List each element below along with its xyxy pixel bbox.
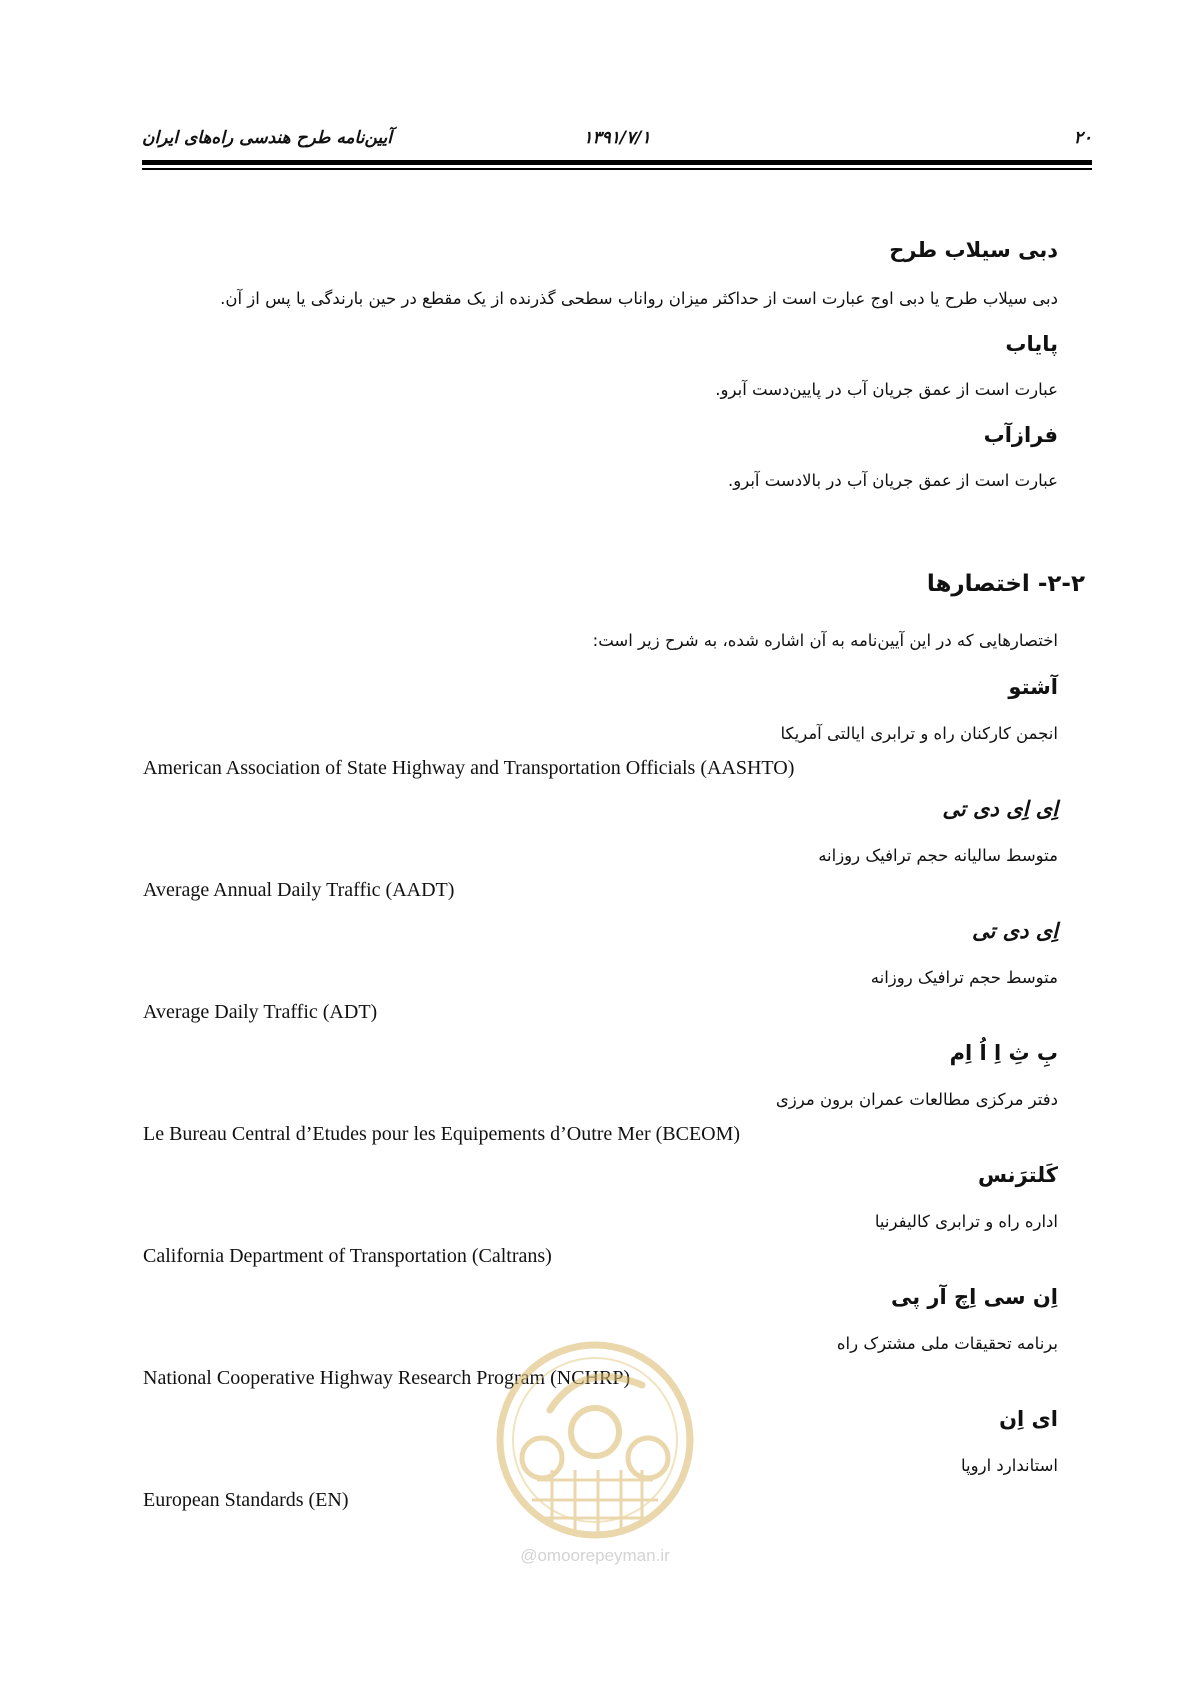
watermark-logo bbox=[492, 1340, 698, 1570]
definition-term: فرازآب bbox=[983, 423, 1058, 447]
definition-text: عبارت است از عمق جریان آب در پایین‌دست آبرو. bbox=[715, 380, 1058, 399]
abbreviation-english: California Department of Transportation (Caltrans) bbox=[143, 1245, 552, 1267]
definition-text: عبارت است از عمق جریان آب در بالادست آبرو. bbox=[728, 471, 1058, 490]
abbreviation-term: اِن سی اِچ آر پی bbox=[890, 1285, 1058, 1309]
abbreviation-english: European Standards (EN) bbox=[143, 1489, 349, 1511]
watermark-text: @omoorepeyman.ir bbox=[520, 1546, 670, 1565]
abbreviation-english: American Association of State Highway and Transportation Officials (AASHTO) bbox=[143, 757, 795, 779]
abbreviation-english: Le Bureau Central d’Etudes pour les Equipements d’Outre Mer (BCEOM) bbox=[143, 1123, 741, 1145]
abbreviation-persian: برنامه تحقیقات ملی مشترک راه bbox=[836, 1334, 1058, 1353]
abbreviation-english: Average Annual Daily Traffic (AADT) bbox=[143, 879, 455, 901]
definition-text: دبی سیلاب طرح یا دبی اوج عبارت است از حداکثر میزان رواناب سطحی گذرنده از یک مقطع در حین بارندگی یا پس از آن. bbox=[220, 289, 1058, 308]
watermark-seal-icon bbox=[492, 1340, 698, 1570]
page-number: ۲۰ bbox=[1073, 128, 1092, 148]
abbreviation-persian: اداره راه و ترابری کالیفرنیا bbox=[874, 1212, 1058, 1231]
definition-term: پایاب bbox=[1005, 332, 1058, 356]
running-title: آیین‌نامه طرح هندسی راه‌های ایران bbox=[142, 128, 392, 148]
abbreviation-term: کَلترَنس bbox=[978, 1163, 1058, 1187]
abbreviation-term: ای اِن bbox=[999, 1407, 1058, 1431]
definition-term: دبی سیلاب طرح bbox=[889, 238, 1058, 262]
header-rule-thin bbox=[142, 168, 1092, 170]
abbreviation-term: بِ ثِ اِ اُ اِم bbox=[949, 1041, 1058, 1065]
abbreviation-persian: متوسط سالیانه حجم ترافیک روزانه bbox=[818, 846, 1058, 865]
abbreviation-term: آشتو bbox=[1008, 675, 1058, 699]
header-date: ۱۳۹۱/۷/۱ bbox=[583, 128, 651, 148]
abbreviation-term: اِی دی تی bbox=[971, 919, 1058, 943]
abbreviation-english: Average Daily Traffic (ADT) bbox=[143, 1001, 378, 1023]
abbreviation-persian: متوسط حجم ترافیک روزانه bbox=[870, 968, 1058, 987]
abbreviation-persian: انجمن کارکنان راه و ترابری ایالتی آمریکا bbox=[780, 724, 1058, 743]
header-rule-thick bbox=[142, 160, 1092, 165]
section-intro: اختصارهایی که در این آیین‌نامه به آن اشاره شده، به شرح زیر است: bbox=[592, 631, 1058, 650]
abbreviation-term: اِی اِی دی تی bbox=[942, 797, 1058, 821]
section-heading: ۲-۲- اختصارها bbox=[926, 571, 1085, 597]
abbreviation-persian: استاندارد اروپا bbox=[961, 1456, 1058, 1475]
abbreviation-english: National Cooperative Highway Research Program (NCHRP) bbox=[143, 1367, 631, 1389]
page-header bbox=[142, 128, 1092, 154]
abbreviation-persian: دفتر مرکزی مطالعات عمران برون مرزی bbox=[775, 1090, 1058, 1109]
